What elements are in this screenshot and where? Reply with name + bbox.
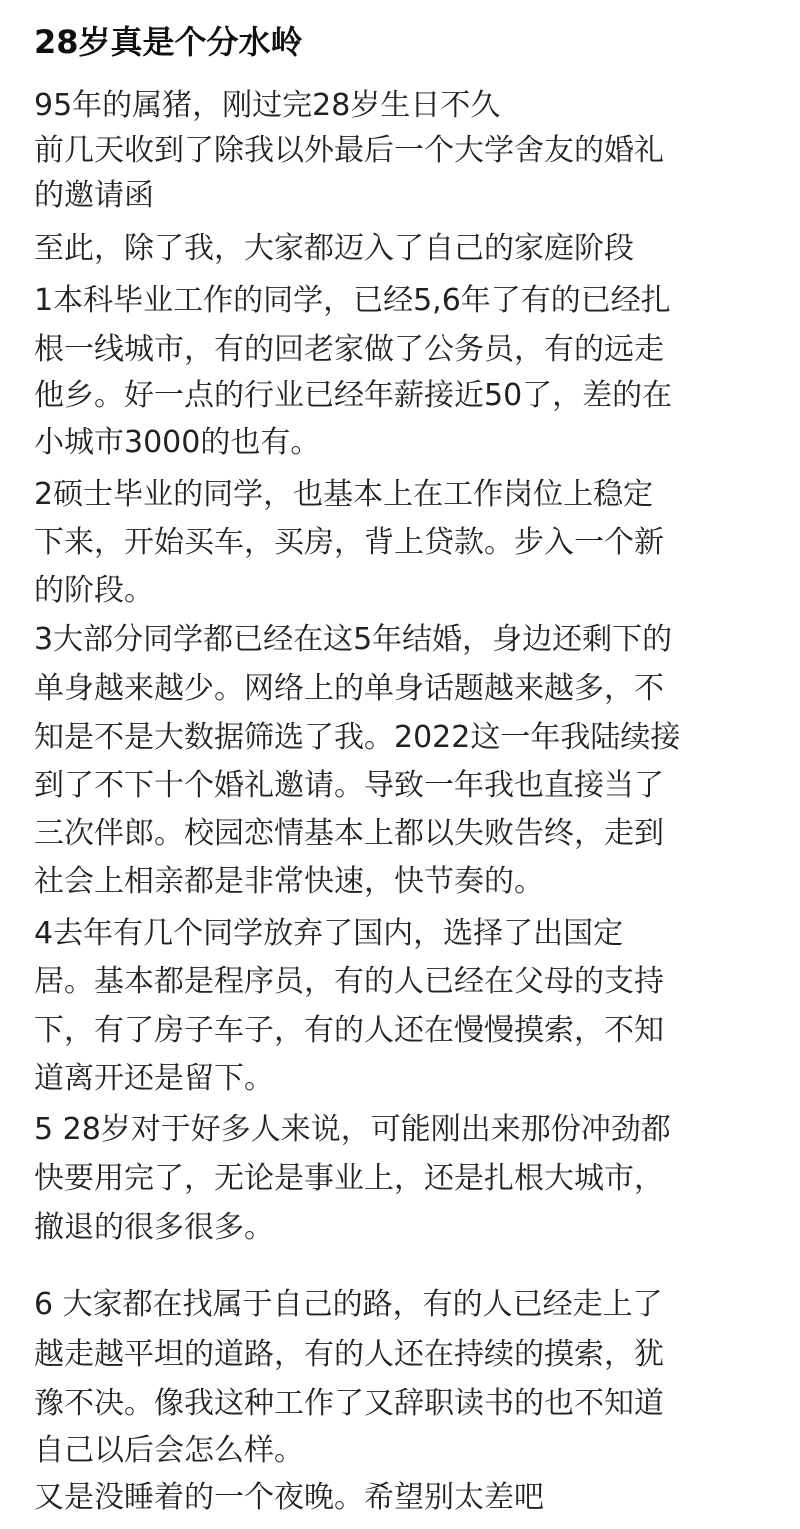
body-line: 的阶段。 [34, 573, 154, 608]
body-line: 1本科毕业工作的同学，已经5,6年了有的已经扎 [34, 283, 671, 318]
body-line: 三次伴郎。校园恋情基本上都以失败告终，走到 [34, 816, 664, 851]
body-line: 的邀请函 [34, 178, 154, 213]
body-line: 单身越来越少。网络上的单身话题越来越多，不 [34, 671, 664, 706]
body-line: 小城市3000的也有。 [34, 425, 321, 460]
body-line: 道离开还是留下。 [34, 1061, 274, 1096]
body-line: 越走越平坦的道路，有的人还在持续的摸索，犹 [34, 1337, 664, 1372]
body-line: 下，有了房子车子，有的人还在慢慢摸索，不知 [34, 1013, 664, 1048]
body-line: 根一线城市，有的回老家做了公务员，有的远走 [34, 332, 664, 367]
body-line: 豫不决。像我这种工作了又辞职读书的也不知道 [34, 1386, 664, 1421]
post-title: 28岁真是个分水岭 [34, 23, 303, 61]
body-line: 又是没睡着的一个夜晚。希望别太差吧 [34, 1480, 544, 1515]
body-line: 他乡。好一点的行业已经年薪接近50了，差的在 [34, 378, 673, 413]
body-line: 3大部分同学都已经在这5年结婚，身边还剩下的 [34, 622, 673, 657]
body-line: 快要用完了，无论是事业上，还是扎根大城市， [34, 1161, 664, 1196]
body-line: 到了不下十个婚礼邀请。导致一年我也直接当了 [34, 768, 664, 803]
body-line: 前几天收到了除我以外最后一个大学舍友的婚礼 [34, 133, 664, 168]
body-line: 4去年有几个同学放弃了国内，选择了出国定 [34, 916, 624, 951]
body-line: 至此，除了我，大家都迈入了自己的家庭阶段 [34, 231, 634, 266]
body-line: 5 28岁对于好多人来说，可能刚出来那份冲劲都 [34, 1112, 671, 1147]
body-line: 自己以后会怎么样。 [34, 1433, 304, 1468]
body-line: 6 大家都在找属于自己的路，有的人已经走上了 [34, 1287, 663, 1322]
body-line: 撤退的很多很多。 [34, 1210, 274, 1245]
body-line: 知是不是大数据筛选了我。2022这一年我陆续接 [34, 720, 681, 755]
body-line: 下来，开始买车，买房，背上贷款。步入一个新 [34, 525, 664, 560]
body-line: 95年的属猪，刚过完28岁生日不久 [34, 88, 501, 123]
body-line: 2硕士毕业的同学，也基本上在工作岗位上稳定 [34, 477, 654, 512]
body-line: 社会上相亲都是非常快速，快节奏的。 [34, 864, 544, 899]
body-line: 居。基本都是程序员，有的人已经在父母的支持 [34, 964, 664, 999]
